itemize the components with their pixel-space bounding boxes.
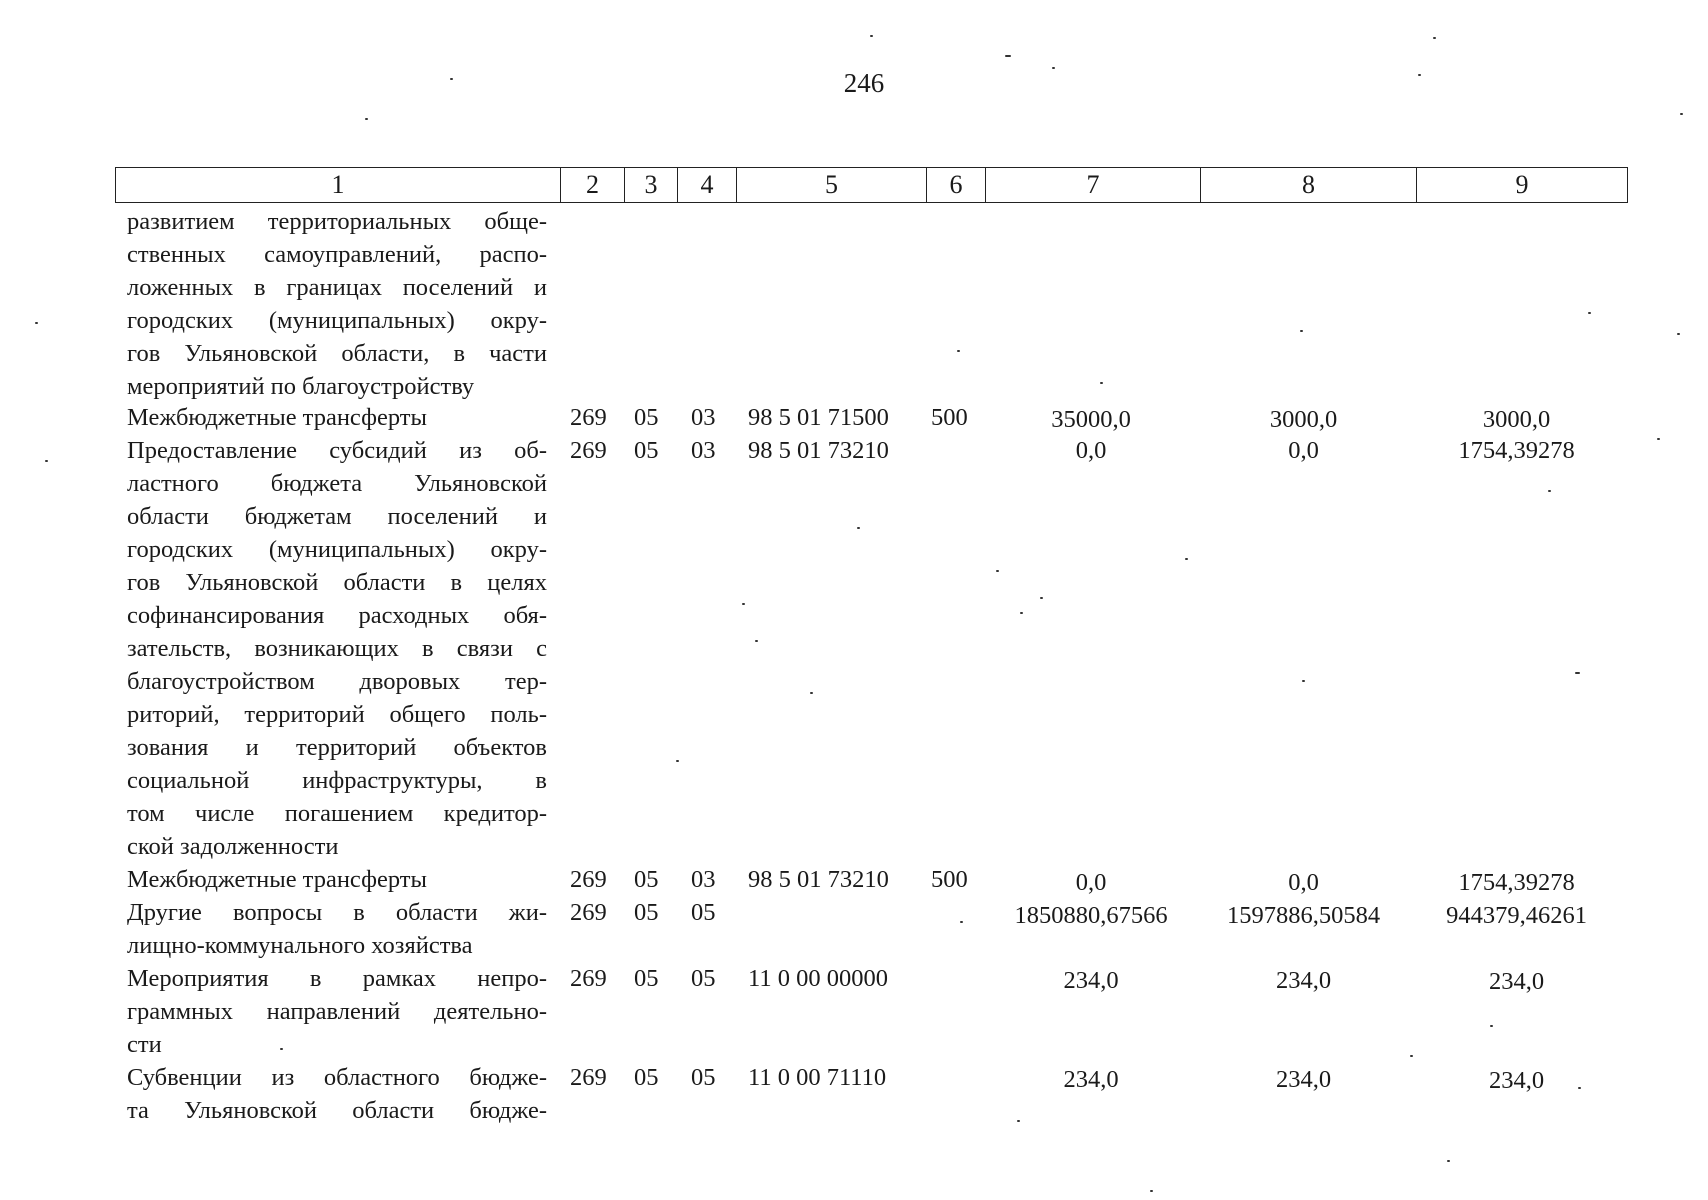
cell-col-2: 269 <box>570 866 607 893</box>
scan-speck <box>996 570 999 572</box>
cell-col-4: 03 <box>691 866 716 893</box>
scan-speck <box>1548 490 1551 492</box>
cell-col-3: 05 <box>634 965 659 992</box>
cell-col-3: 05 <box>634 437 659 464</box>
cell-col-5: 11 0 00 71110 <box>748 1064 887 1091</box>
scan-speck <box>1657 438 1660 440</box>
header-col-4: 4 <box>678 168 737 203</box>
description-line: Мероприятия в рамках непро- <box>127 965 547 992</box>
cell-col-8: 234,0 <box>1275 967 1332 994</box>
scan-speck <box>1005 55 1011 57</box>
scan-speck <box>1433 37 1436 39</box>
scan-speck <box>365 118 368 120</box>
cell-col-7: 35000,0 <box>1051 406 1131 433</box>
description-line: том числе погашением кредитор- <box>127 800 547 827</box>
scan-speck <box>1150 1190 1153 1192</box>
cell-col-9: 944379,46261 <box>1446 902 1587 929</box>
scan-speck <box>1575 672 1580 674</box>
description-line: гов Ульяновской области в целях <box>127 569 547 596</box>
cell-col-4: 05 <box>691 965 716 992</box>
description-line: Другие вопросы в области жи- <box>127 899 547 926</box>
cell-col-5: 98 5 01 73210 <box>748 437 889 464</box>
description-line: граммных направлений деятельно- <box>127 998 547 1025</box>
cell-col-5: 11 0 00 00000 <box>748 965 888 992</box>
scan-speck <box>870 35 873 37</box>
cell-col-9: 1754,39278 <box>1458 869 1575 896</box>
scan-speck <box>1300 330 1303 332</box>
description-line: ластного бюджета Ульяновской <box>127 470 547 497</box>
row-description <box>127 863 547 896</box>
description-line: зательств, возникающих в связи с <box>127 635 547 662</box>
scan-speck <box>1017 1120 1020 1122</box>
header-col-6: 6 <box>927 168 986 203</box>
scan-speck <box>1040 597 1043 599</box>
description-line: риторий, территорий общего поль- <box>127 701 547 728</box>
cell-col-9: 234,0 <box>1488 1067 1545 1094</box>
scan-speck <box>1578 1087 1581 1089</box>
scan-speck <box>1418 74 1421 76</box>
row-description <box>127 962 547 1061</box>
page-number: 246 <box>843 68 885 98</box>
scan-speck <box>1100 382 1103 384</box>
description-line: городских (муниципальных) окру- <box>127 307 547 334</box>
description-line: городских (муниципальных) окру- <box>127 536 547 563</box>
scan-speck <box>1302 680 1305 682</box>
cell-col-2: 269 <box>570 1064 607 1091</box>
cell-col-9: 234,0 <box>1488 968 1545 995</box>
description-line: Межбюджетные трансферты <box>127 866 427 893</box>
cell-col-3: 05 <box>634 404 659 431</box>
scan-speck <box>1447 1160 1450 1162</box>
scan-speck <box>755 640 758 642</box>
cell-col-7: 0,0 <box>1075 869 1107 896</box>
scan-speck <box>1020 612 1023 614</box>
cell-col-6: 500 <box>931 404 968 431</box>
header-col-7: 7 <box>986 168 1201 203</box>
header-col-9: 9 <box>1417 168 1628 203</box>
cell-col-8: 3000,0 <box>1269 406 1338 433</box>
description-line: Субвенции из областного бюдже- <box>127 1064 547 1091</box>
description-line: лищно-коммунального хозяйства <box>127 932 473 959</box>
cell-col-7: 0,0 <box>1075 437 1107 464</box>
scan-speck <box>35 322 38 324</box>
cell-col-8: 0,0 <box>1288 437 1319 464</box>
cell-col-2: 269 <box>570 437 607 464</box>
scan-speck <box>957 350 960 352</box>
scan-speck <box>1588 312 1591 314</box>
row-description <box>127 434 547 863</box>
cell-col-6: 500 <box>931 866 968 893</box>
scan-speck <box>742 603 745 605</box>
description-line: ложенных в границах поселений и <box>127 274 547 301</box>
scan-speck <box>810 692 813 694</box>
description-line: гов Ульяновской области, в части <box>127 340 547 367</box>
scan-speck <box>45 460 48 462</box>
header-col-8: 8 <box>1201 168 1417 203</box>
cell-col-2: 269 <box>570 404 607 431</box>
cell-col-5: 98 5 01 73210 <box>748 866 889 893</box>
scan-speck <box>280 1048 283 1050</box>
cell-col-7: 234,0 <box>1063 1066 1119 1093</box>
cell-col-4: 05 <box>691 899 716 926</box>
scan-speck <box>960 921 963 923</box>
cell-col-9: 3000,0 <box>1482 406 1551 433</box>
cell-col-4: 03 <box>691 404 716 431</box>
header-col-3: 3 <box>625 168 678 203</box>
cell-col-4: 05 <box>691 1064 716 1091</box>
description-line: та Ульяновской области бюдже- <box>127 1097 547 1124</box>
description-line: мероприятий по благоустройству <box>127 373 475 400</box>
description-line: софинансирования расходных обя- <box>127 602 547 629</box>
scan-speck <box>1185 558 1188 560</box>
header-col-1: 1 <box>116 168 561 203</box>
column-header-table <box>115 167 1628 203</box>
cell-col-7: 234,0 <box>1063 967 1119 994</box>
cell-col-3: 05 <box>634 1064 659 1091</box>
scan-speck <box>1410 1055 1413 1057</box>
scan-speck <box>857 527 860 529</box>
cell-col-9: 1754,39278 <box>1458 437 1575 464</box>
cell-col-8: 0,0 <box>1288 869 1319 896</box>
scan-speck <box>1490 1025 1493 1027</box>
cell-col-8: 234,0 <box>1275 1066 1332 1093</box>
description-line: благоустройством дворовых тер- <box>127 668 547 695</box>
description-line: сти <box>127 1031 162 1058</box>
description-line: социальной инфраструктуры, в <box>127 767 547 794</box>
cell-col-3: 05 <box>634 899 659 926</box>
header-col-5: 5 <box>737 168 927 203</box>
cell-col-3: 05 <box>634 866 659 893</box>
cell-col-7: 1850880,67566 <box>1014 902 1168 929</box>
scan-speck <box>676 760 679 762</box>
scan-speck <box>1052 67 1055 69</box>
header-col-2: 2 <box>561 168 625 203</box>
header-row <box>116 168 1628 203</box>
cell-col-8: 1597886,50584 <box>1226 902 1381 929</box>
row-description <box>127 205 547 403</box>
description-line: зования и территорий объектов <box>127 734 547 761</box>
row-description <box>127 896 547 962</box>
scan-speck <box>1677 333 1680 335</box>
scan-speck <box>1680 113 1683 115</box>
description-line: ской задолженности <box>127 833 339 860</box>
description-line: Межбюджетные трансферты <box>127 404 427 431</box>
description-line: области бюджетам поселений и <box>127 503 547 530</box>
cell-col-4: 03 <box>691 437 716 464</box>
row-description <box>127 1061 547 1127</box>
description-line: развитием территориальных обще- <box>127 208 547 235</box>
row-description <box>127 401 547 434</box>
cell-col-2: 269 <box>570 965 607 992</box>
scan-speck <box>450 78 453 80</box>
cell-col-5: 98 5 01 71500 <box>748 404 889 431</box>
description-line: ственных самоуправлений, распо- <box>127 241 547 268</box>
description-line: Предоставление субсидий из об- <box>127 437 547 464</box>
cell-col-2: 269 <box>570 899 607 926</box>
